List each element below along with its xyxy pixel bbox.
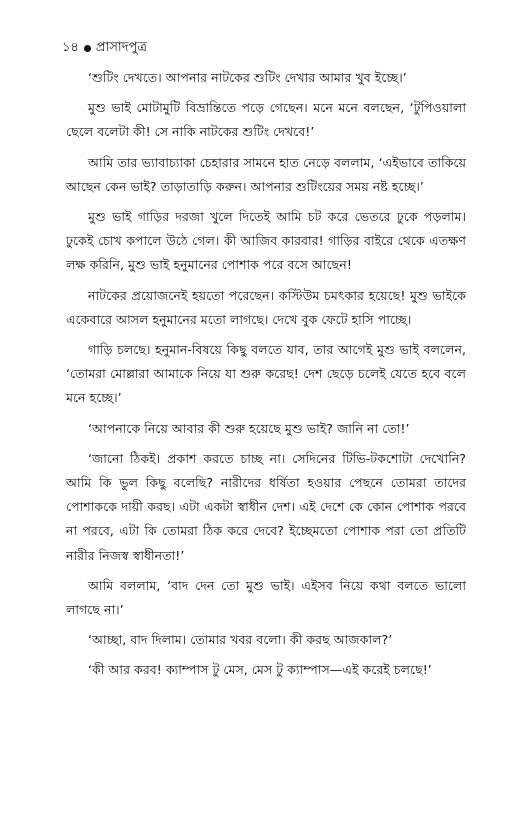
body-text (66, 66, 466, 689)
paragraph: নাটকের প্রয়োজনেই হয়তো পরেছেন। কস্টিউম চমৎকার হয়েছে! মুশু ভাইকে একেবারে আসল হনুমানের মতো লাগছে। দেখে বুক ফেটে হাসি পাচ্ছে। (66, 287, 466, 327)
running-header (62, 40, 147, 56)
paragraph: আমি তার ভ্যাবাচ্যাকা চেহারার সামনে হাত নেড়ে বললাম, ‘এইভাবে তাকিয়ে আছেন কেন ভাই? তাড়াতাড়ি করুন। আপনার শুটিংয়ের সময় নষ্ট হচ্ছে।’ (66, 154, 466, 194)
paragraph: গাড়ি চলছে। হনুমান-বিষয়ে কিছু বলতে যাব, তার আগেই মুশু ভাই বললেন, ‘তোমরা মোল্লারা আমাকে নিয়ে যা শুরু করেছ! দেশ ছেড়ে চলেই যেতে হবে বলে মনে হচ্ছে।’ (66, 342, 466, 406)
page-number: ১৪ (62, 40, 79, 55)
paragraph: ‘শুটিং দেখতে। আপনার নাটকের শুটিং দেখার আমার খুব ইচ্ছে।’ (88, 70, 407, 85)
paragraph: মুশু ভাই গাড়ির দরজা খুলে দিতেই আমি চট করে ভেতরে ঢুকে পড়লাম। ঢুকেই চোখ কপালে উঠে গেল। কী আজিব কারবার! গাড়ির বাইরে থেকে এতক্ষণ লক্ষ করিনি, মুশু ভাই হনুমানের পোশাক পরে বসে আছেন! (66, 209, 466, 273)
paragraph: ‘আপনাকে নিয়ে আবার কী শুরু হয়েছে মুশু ভাই? জানি না তো!’ (88, 420, 410, 436)
paragraph: মুশু ভাই মোটামুটি বিভ্রান্তিতে পড়ে গেছেন। মনে মনে বলছেন, ‘টুপিওয়ালা ছেলে বলেটা কী! সে নাকি নাটকের শুটিং দেখবে!’ (66, 100, 466, 140)
paragraph: আমি বললাম, ‘বাদ দেন তো মুশু ভাই। এইসব নিয়ে কথা বলতে ভালো লাগছে না।’ (66, 577, 466, 618)
bullet-separator-icon (84, 45, 91, 52)
paragraph: ‘কী আর করব! ক্যাম্পাস টু মেস, মেস টু ক্যাম্পাস—এই করেই চলছে!’ (88, 662, 432, 678)
paragraph: ‘আচ্ছা, বাদ দিলাম। তোমার খবর বলো। কী করছ আজকাল?’ (88, 632, 393, 648)
book-title: প্রাসাদপুত্র (95, 40, 147, 55)
paragraph: ‘জানো ঠিকই। প্রকাশ করতে চাচ্ছ না। সেদিনের টিভি-টকশোটা দেখোনি? আমি কি ভুল কিছু বলেছি? নারীদের ধর্ষিতা হওয়ার পেছনে তোমরা তাদের পোশাককে দায়ী করছ। এটা একটা স্বাধীন দেশ। এই দেশে কে কোন পোশাক পরবে না পরবে, এটা কি তোমরা ঠিক করে দেবে? ইচ্ছেমতো পোশাক পরা তো প্রতিটি নারীর নিজস্ব স্বাধীনতা!’ (66, 450, 466, 563)
